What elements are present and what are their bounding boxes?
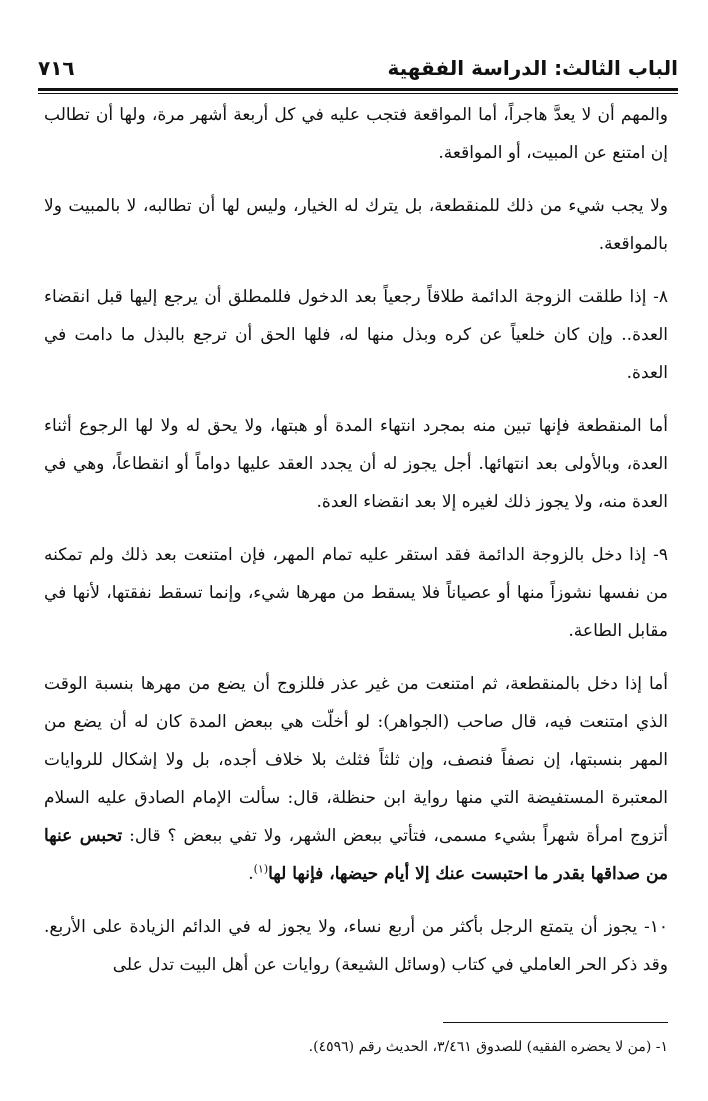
body-text: [44, 96, 668, 999]
paragraph-text: أما إذا دخل بالمنقطعة، ثم امتنعت من غير عذر فللزوج أن يضع من مهرها بنسبة الوقت الذي امتنعت فيه، قال صاحب (الجواهر): لو أخلّت هي ببعض المدة كان له أن يضع من المهر بنسبتها، إن نصفاً فنصف، وإن ثلثاً فثلث بلا خلاف أجده، بل ولا إشكال للروايات المعتبرة المستفيضة التي منها رواية ابن حنظلة، قال: سألت الإمام الصادق عليه السلام أتزوج امرأة شهراً بشيء مسمى، فتأتي ببعض الشهر، ولا تفي ببعض ؟ قال:: [44, 674, 668, 846]
page-number: ٧١٦: [38, 56, 75, 80]
footnote-separator: [443, 1022, 668, 1023]
paragraph: [44, 278, 668, 392]
paragraph-text: ولا يجب شيء من ذلك للمنقطعة، بل يترك له الخيار، وليس لها أن تطالبه، لا بالمبيت ولا بالمواقعة.: [44, 196, 668, 254]
paragraph-text: ٩- إذا دخل بالزوجة الدائمة فقد استقر عليه تمام المهر، فإن امتنعت بعد ذلك ولم تمكنه من نفسها نشوزاً منها أو عصياناً فلا يسقط من مهرها شيء، وإنما تسقط نفقتها، لأنها في مقابل الطاعة.: [44, 545, 668, 641]
paragraph: [44, 187, 668, 263]
header-rule-thin: [38, 93, 678, 94]
paragraph-text: أما المنقطعة فإنها تبين منه بمجرد انتهاء المدة أو هبتها، ولا يحق له ولا لها الرجوع أثناء العدة، وبالأولى بعد انتهائها. أجل يجوز له أن يجدد العقد عليها دواماً أو انقطاعاً، وهي في العدة منه، ولا يجوز ذلك لغيره إلا بعد انقضاء العدة.: [44, 416, 668, 512]
paragraph-text: والمهم أن لا يعدَّ هاجراً، أما المواقعة فتجب عليه في كل أربعة أشهر مرة، ولها أن تطالب إن امتنع عن المبيت، أو المواقعة.: [44, 105, 668, 163]
paragraph: [44, 665, 668, 893]
header-rule-thick: [38, 88, 678, 91]
quoted-hadith-bold: تحبس عنها من صداقها بقدر ما احتبست عنك إلا أيام حيضها، فإنها لها: [44, 826, 668, 884]
paragraph: [44, 536, 668, 650]
footnote: ١- (من لا يحضره الفقيه) للصدوق ٣/٤٦١، الحديث رقم (٤٥٩٦).: [308, 1039, 668, 1055]
paragraph: [44, 407, 668, 521]
paragraph-text: ١٠- يجوز أن يتمتع الرجل بأكثر من أربع نساء، ولا يجوز له في الدائم الزيادة على الأربع. وقد ذكر الحر العاملي في كتاب (وسائل الشيعة) روايات عن أهل البيت تدل على: [44, 917, 668, 975]
paragraph-text: ٨- إذا طلقت الزوجة الدائمة طلاقاً رجعياً بعد الدخول فللمطلق أن يرجع إليها قبل انقضاء العدة.. وإن كان خلعياً عن كره وبذل منها له، فلها الحق أن ترجع بالبذل ما دامت في العدة.: [44, 287, 668, 383]
page-header: [38, 56, 678, 92]
paragraph: [44, 908, 668, 984]
paragraph-end: .: [248, 864, 254, 884]
footnote-reference[interactable]: (١): [253, 862, 269, 876]
chapter-title: الباب الثالث: الدراسة الفقهية: [387, 56, 678, 80]
paragraph: [44, 96, 668, 172]
